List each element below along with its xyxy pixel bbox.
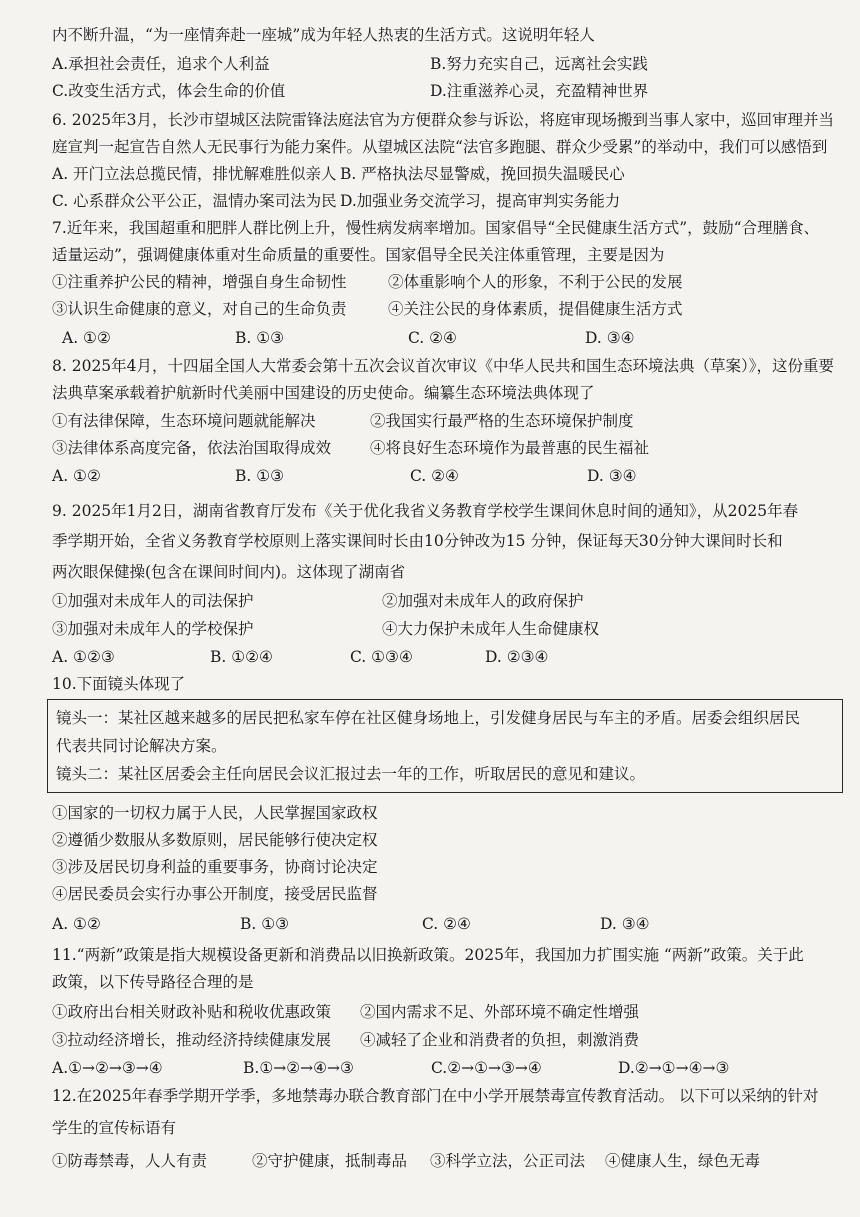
q7-item-4: ④关注公民的身体素质，提倡健康生活方式 (388, 300, 683, 318)
q10-stem: 10.下面镜头体现了 (52, 675, 186, 693)
q5-option-d: D.注重滋养心灵，充盈精神世界 (430, 82, 649, 100)
q7-item-3: ③认识生命健康的意义，对自己的生命负责 (52, 300, 347, 318)
q11-option-d: D.②→①→④→③ (618, 1059, 730, 1077)
q7-item-1: ①注重养护公民的精神，增强自身生命韧性 (52, 273, 347, 291)
q10-scene-2: 镜头二：某社区居委会主任向居民会议汇报过去一年的工作，听取居民的意见和建议。 (56, 765, 646, 783)
q9-stem-line-1: 9. 2025年1月2日，湖南省教育厅发布《关于优化我省义务教育学校学生课间休息时间的通知》，从2025年春 (52, 502, 799, 520)
q7-item-2: ②体重影响个人的形象，不利于公民的发展 (388, 273, 683, 291)
q6-option-b: B. 严格执法尽显警威，挽回损失温暖民心 (340, 165, 625, 183)
q10-scene-1-line-1: 镜头一：某社区越来越多的居民把私家车停在社区健身场地上，引发健身居民与车主的矛盾。居委会组织居民 (56, 709, 801, 727)
q6-option-d: D.加强业务交流学习，提高审判实务能力 (340, 192, 621, 210)
q11-item-3: ③拉动经济增长，推动经济持续健康发展 (52, 1031, 332, 1049)
q10-item-2: ②遵循少数服从多数原则，居民能够行使决定权 (52, 831, 378, 849)
q5-option-b: B.努力充实自己，远离社会实践 (430, 55, 648, 73)
q8-option-d: D. ③④ (587, 467, 637, 485)
q12-item-2: ②守护健康，抵制毒品 (252, 1152, 408, 1170)
q11-stem-line-1: 11.“两新”政策是指大规模设备更新和消费品以旧换新政策。2025年，我国加力扩围实施 “两新”政策。关于此 (52, 946, 804, 964)
q10-scene-1-line-2: 代表共同讨论解决方案。 (56, 737, 227, 755)
q7-stem-line-1: 7.近年来，我国超重和肥胖人群比例上升，慢性病发病率增加。国家倡导“全民健康生活方式”，鼓励“合理膳食、 (52, 219, 820, 237)
q8-option-a: A. ①② (52, 467, 101, 485)
q5-option-c: C.改变生活方式，体会生命的价值 (52, 82, 286, 100)
q9-option-c: C. ①③④ (350, 648, 413, 666)
q9-stem-line-2: 季学期开始，全省义务教育学校原则上落实课间时长由10分钟改为15 分钟，保证每天30分钟大课间时长和 (52, 532, 783, 550)
q9-item-2: ②加强对未成年人的政府保护 (382, 592, 584, 610)
q7-option-b: B. ①③ (235, 329, 285, 347)
q9-item-1: ①加强对未成年人的司法保护 (52, 592, 254, 610)
q9-option-d: D. ②③④ (485, 648, 549, 666)
q8-stem-line-1: 8. 2025年4月，十四届全国人大常委会第十五次会议首次审议《中华人民共和国生态环境法典（草案）》，这份重要 (52, 357, 835, 375)
q12-item-3: ③科学立法，公正司法 (430, 1152, 586, 1170)
q8-item-1: ①有法律保障，生态环境问题就能解决 (52, 412, 316, 430)
q5-option-a: A.承担社会责任，追求个人利益 (52, 55, 270, 73)
q8-option-c: C. ②④ (410, 467, 459, 485)
q9-item-3: ③加强对未成年人的学校保护 (52, 620, 254, 638)
q5-continuation: 内不断升温，“为一座情奔赴一座城”成为年轻人热衷的生活方式。这说明年轻人 (52, 26, 595, 44)
q7-option-a: A. ①② (62, 329, 111, 347)
q10-item-4: ④居民委员会实行办事公开制度，接受居民监督 (52, 885, 378, 903)
q12-item-1: ①防毒禁毒，人人有责 (52, 1152, 208, 1170)
q8-item-4: ④将良好生态环境作为最普惠的民生福祉 (370, 439, 650, 457)
q10-option-c: C. ②④ (422, 915, 471, 933)
q8-option-b: B. ①③ (235, 467, 285, 485)
q6-option-c: C. 心系群众公平公正，温情办案司法为民 (52, 192, 337, 210)
q10-option-b: B. ①③ (240, 915, 290, 933)
q11-item-1: ①政府出台相关财政补贴和税收优惠政策 (52, 1003, 332, 1021)
q10-item-3: ③涉及居民切身利益的重要事务，协商讨论决定 (52, 858, 378, 876)
q7-option-c: C. ②④ (408, 329, 457, 347)
q11-option-a: A.①→②→③→④ (52, 1059, 163, 1077)
q12-item-4: ④健康人生，绿色无毒 (605, 1152, 761, 1170)
q11-option-b: B.①→②→④→③ (243, 1059, 354, 1077)
q7-stem-line-2: 适量运动”，强调健康体重对生命质量的重要性。国家倡导全民关注体重管理，主要是因为 (52, 246, 665, 264)
q11-item-4: ④减轻了企业和消费者的负担，刺激消费 (360, 1031, 640, 1049)
q11-option-c: C.②→①→③→④ (431, 1059, 542, 1077)
q8-item-3: ③法律体系高度完备，依法治国取得成效 (52, 439, 332, 457)
q6-stem-line-1: 6. 2025年3月，长沙市望城区法院雷锋法庭法官为方便群众参与诉讼，将庭审现场搬到当事人家中，巡回审理并当 (52, 111, 835, 129)
q12-stem-line-1: 12.在2025年春季学期开学季，多地禁毒办联合教育部门在中小学开展禁毒宣传教育活动。 以下可以采纳的针对 (52, 1087, 819, 1105)
q7-option-d: D. ③④ (585, 329, 635, 347)
q10-option-a: A. ①② (52, 915, 101, 933)
q6-option-a: A. 开门立法总揽民情，排忧解难胜似亲人 (52, 165, 337, 183)
q9-item-4: ④大力保护未成年人生命健康权 (382, 620, 600, 638)
q9-option-a: A. ①②③ (52, 648, 115, 666)
q10-option-d: D. ③④ (600, 915, 650, 933)
q11-stem-line-2: 政策，以下传导路径合理的是 (52, 973, 254, 991)
q11-item-2: ②国内需求不足、外部环境不确定性增强 (360, 1003, 640, 1021)
q10-item-1: ①国家的一切权力属于人民，人民掌握国家政权 (52, 804, 378, 822)
q9-stem-line-3: 两次眼保健操(包含在课间时间内)。这体现了湖南省 (52, 563, 406, 581)
q9-option-b: B. ①②④ (210, 648, 273, 666)
q8-item-2: ②我国实行最严格的生态环境保护制度 (370, 412, 634, 430)
q8-stem-line-2: 法典草案承载着护航新时代美丽中国建设的历史使命。编纂生态环境法典体现了 (52, 384, 595, 402)
q12-stem-line-2: 学生的宣传标语有 (52, 1119, 177, 1137)
q6-stem-line-2: 庭宣判一起宣告自然人无民事行为能力案件。从望城区法院“法官多跑腿、群众少受累”的举动中，我们可以感悟到 (52, 138, 828, 156)
